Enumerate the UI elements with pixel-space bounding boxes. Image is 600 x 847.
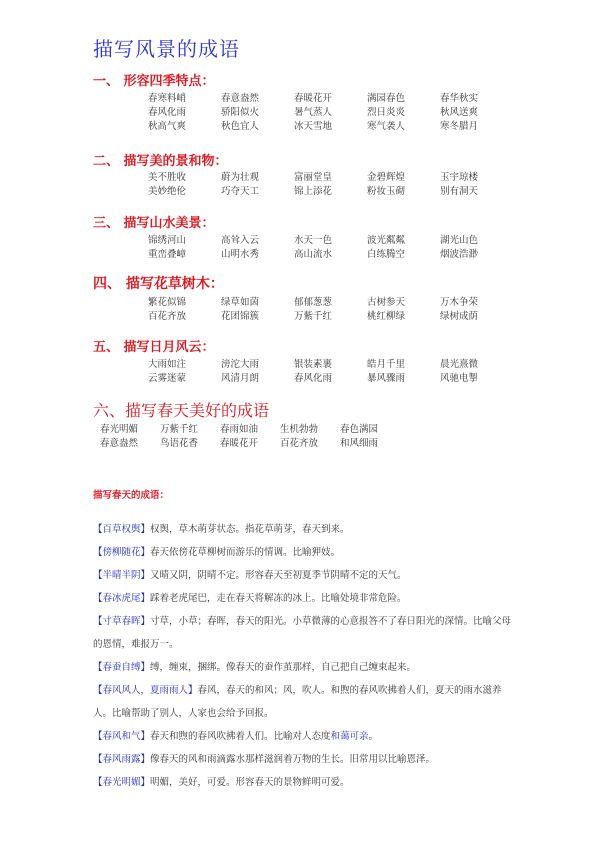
idiom: 水天一色	[294, 235, 333, 246]
section-heading-landscape: 三、 描写山水美景：	[93, 216, 215, 231]
idiom-definition: 春天和煦的春风吹拂着人们。比喻对人态度	[150, 731, 331, 742]
idiom: 万紫千红	[160, 424, 199, 435]
idiom: 蔚为壮观	[221, 172, 260, 183]
idiom: 高耸入云	[221, 235, 260, 246]
idiom: 重峦叠嶂	[148, 249, 187, 260]
idiom: 烈日炎炎	[367, 107, 406, 118]
section-heading-weather: 五、 描写日月风云：	[93, 340, 215, 355]
idiom-grid-beauty	[148, 171, 513, 198]
idiom: 秋高气爽	[148, 121, 187, 132]
idiom: 烟波浩渺	[440, 249, 479, 260]
idiom: 金碧辉煌	[367, 172, 406, 183]
section-heading-plants: 四、 描写花草树木：	[93, 276, 224, 292]
idiom-definition: 踩着老虎尾巴，走在春天将解冻的冰上。比喻处境非常危险。	[150, 593, 407, 604]
highlighted-phrase: 和蔼可亲	[330, 731, 369, 742]
idiom: 秋风送爽	[440, 107, 479, 118]
idiom: 郁郁葱葱	[294, 297, 333, 308]
idiom: 和风细雨	[340, 438, 379, 449]
idiom-definition: 缚，缠束，捆绑。像春天的蚕作茧那样，自己把自己缠束起来。	[150, 662, 417, 673]
idiom-entry	[93, 587, 513, 610]
idiom-keyword: 【春风雨露】	[93, 754, 151, 765]
idiom: 绿树成荫	[440, 311, 479, 322]
idiom: 粉妆玉砌	[367, 186, 406, 197]
idiom: 春华秋实	[440, 93, 479, 104]
idiom: 百花齐放	[148, 311, 187, 322]
idiom: 别有洞天	[440, 186, 479, 197]
idiom: 皓月千里	[367, 359, 406, 370]
idiom: 寒冬腊月	[440, 121, 479, 132]
idiom: 风清月朗	[221, 373, 260, 384]
idiom-keyword: 【百草权舆】	[93, 524, 151, 535]
idiom-keyword: 【春风风人，夏雨雨人】	[93, 685, 198, 696]
idiom-definition: 寸草，小草；春晖，春天的阳光。小草微薄的心意报答不了春日阳光的深情。比喻父母的恩情，难报万一。	[93, 616, 512, 650]
idiom: 冰天雪地	[294, 121, 333, 132]
idiom: 春风化雨	[148, 107, 187, 118]
idiom: 银装素裹	[294, 359, 333, 370]
idiom: 桃红柳绿	[367, 311, 406, 322]
idiom: 锦绣河山	[148, 235, 187, 246]
idiom: 春光明媚	[100, 424, 139, 435]
idiom-grid-plants	[148, 296, 513, 323]
idiom: 山明水秀	[221, 249, 260, 260]
idiom: 百花齐放	[280, 438, 319, 449]
idiom-grid-weather	[148, 358, 513, 385]
idiom-entry	[93, 748, 513, 771]
idiom: 万紫千红	[294, 311, 333, 322]
idiom: 波光粼粼	[367, 235, 406, 246]
idiom: 晨光熹微	[440, 359, 479, 370]
idiom-entry	[93, 541, 513, 564]
idiom: 花团锦簇	[221, 311, 260, 322]
idiom: 鸟语花香	[160, 438, 199, 449]
idiom: 春意盎然	[100, 438, 139, 449]
idiom-entry	[93, 564, 513, 587]
idiom-grid-landscape	[148, 234, 513, 261]
idiom-definition: 权舆，草木萌芽状态。指花草萌芽，春天到来。	[150, 524, 350, 535]
idiom-keyword: 【春蚕自缚】	[93, 662, 151, 673]
idiom: 骄阳似火	[221, 107, 260, 118]
idiom: 满园春色	[367, 93, 406, 104]
idiom-definition: 明媚，美好，可爱。形容春天的景物鲜明可爱。	[150, 777, 350, 788]
idiom: 绿草如茵	[221, 297, 260, 308]
idiom: 风驰电掣	[440, 373, 479, 384]
idiom: 繁花似锦	[148, 297, 187, 308]
idiom-keyword: 【春光明媚】	[93, 777, 151, 788]
idiom-entry	[93, 679, 513, 725]
idiom: 美不胜收	[148, 172, 187, 183]
idiom-entry	[93, 771, 513, 794]
spring-idioms-heading: 描写春天的成语：	[93, 490, 170, 501]
idiom: 锦上添花	[294, 186, 333, 197]
idiom: 春暖花开	[220, 438, 259, 449]
idiom: 生机勃勃	[280, 424, 319, 435]
page-title: 描写风景的成语	[93, 37, 240, 61]
idiom: 滂沱大雨	[221, 359, 260, 370]
idiom: 万木争荣	[440, 297, 479, 308]
idiom: 春意盎然	[221, 93, 260, 104]
idiom: 春寒料峭	[148, 93, 187, 104]
idiom: 玉宇琼楼	[440, 172, 479, 183]
idiom: 秋色宜人	[221, 121, 260, 132]
idiom-definition: 又晴又阴，阴晴不定。形容春天至初夏季节阴晴不定的天气。	[150, 570, 407, 581]
idiom-keyword: 【半晴半阴】	[93, 570, 151, 581]
idiom-keyword: 【春冰虎尾】	[93, 593, 151, 604]
idiom-grid-spring	[100, 423, 400, 450]
idiom: 美妙绝伦	[148, 186, 187, 197]
idiom: 古树参天	[367, 297, 406, 308]
section-heading-beauty: 二、 描写美的景和物：	[93, 154, 228, 169]
idiom-entry	[93, 656, 513, 679]
idiom-entry	[93, 725, 513, 748]
idiom-definition-tail: 。	[368, 731, 379, 742]
idiom-keyword: 【傍柳随花】	[93, 547, 151, 558]
idiom: 暴风骤雨	[367, 373, 406, 384]
idiom: 白练腾空	[367, 249, 406, 260]
idiom-explanations	[93, 518, 513, 794]
idiom-entry	[93, 610, 513, 656]
idiom-definition: 春天依傍花草柳树而游乐的情调。比喻狎妓。	[150, 547, 341, 558]
idiom-entry	[93, 518, 513, 541]
section-heading-seasons: 一、 形容四季特点：	[93, 74, 215, 89]
idiom: 春雨如油	[220, 424, 259, 435]
section-heading-spring: 六、描写春天美好的成语	[93, 401, 270, 420]
idiom: 湖光山色	[440, 235, 479, 246]
idiom: 云雾迷蒙	[148, 373, 187, 384]
idiom: 高山流水	[294, 249, 333, 260]
idiom-definition: 春风，春天的和风；风，吹人。和煦的春风吹拂着人们，夏天的雨水滋养人。比喻帮助了别人，人家也会给予回报。	[93, 685, 502, 719]
idiom-grid-seasons	[148, 92, 513, 133]
idiom-definition: 像春天的风和雨滴露水那样滋润着万物的生长。旧常用以比喻恩泽。	[150, 754, 436, 765]
idiom: 暑气蒸人	[294, 107, 333, 118]
idiom: 巧夺天工	[221, 186, 260, 197]
idiom-keyword: 【春风和气】	[93, 731, 151, 742]
idiom-keyword: 【寸草春晖】	[93, 616, 151, 627]
idiom: 春风化雨	[294, 373, 333, 384]
idiom: 寒气袭人	[367, 121, 406, 132]
idiom: 春暖花开	[294, 93, 333, 104]
idiom: 富丽堂皇	[294, 172, 333, 183]
idiom: 春色满园	[340, 424, 379, 435]
idiom: 大雨如注	[148, 359, 187, 370]
